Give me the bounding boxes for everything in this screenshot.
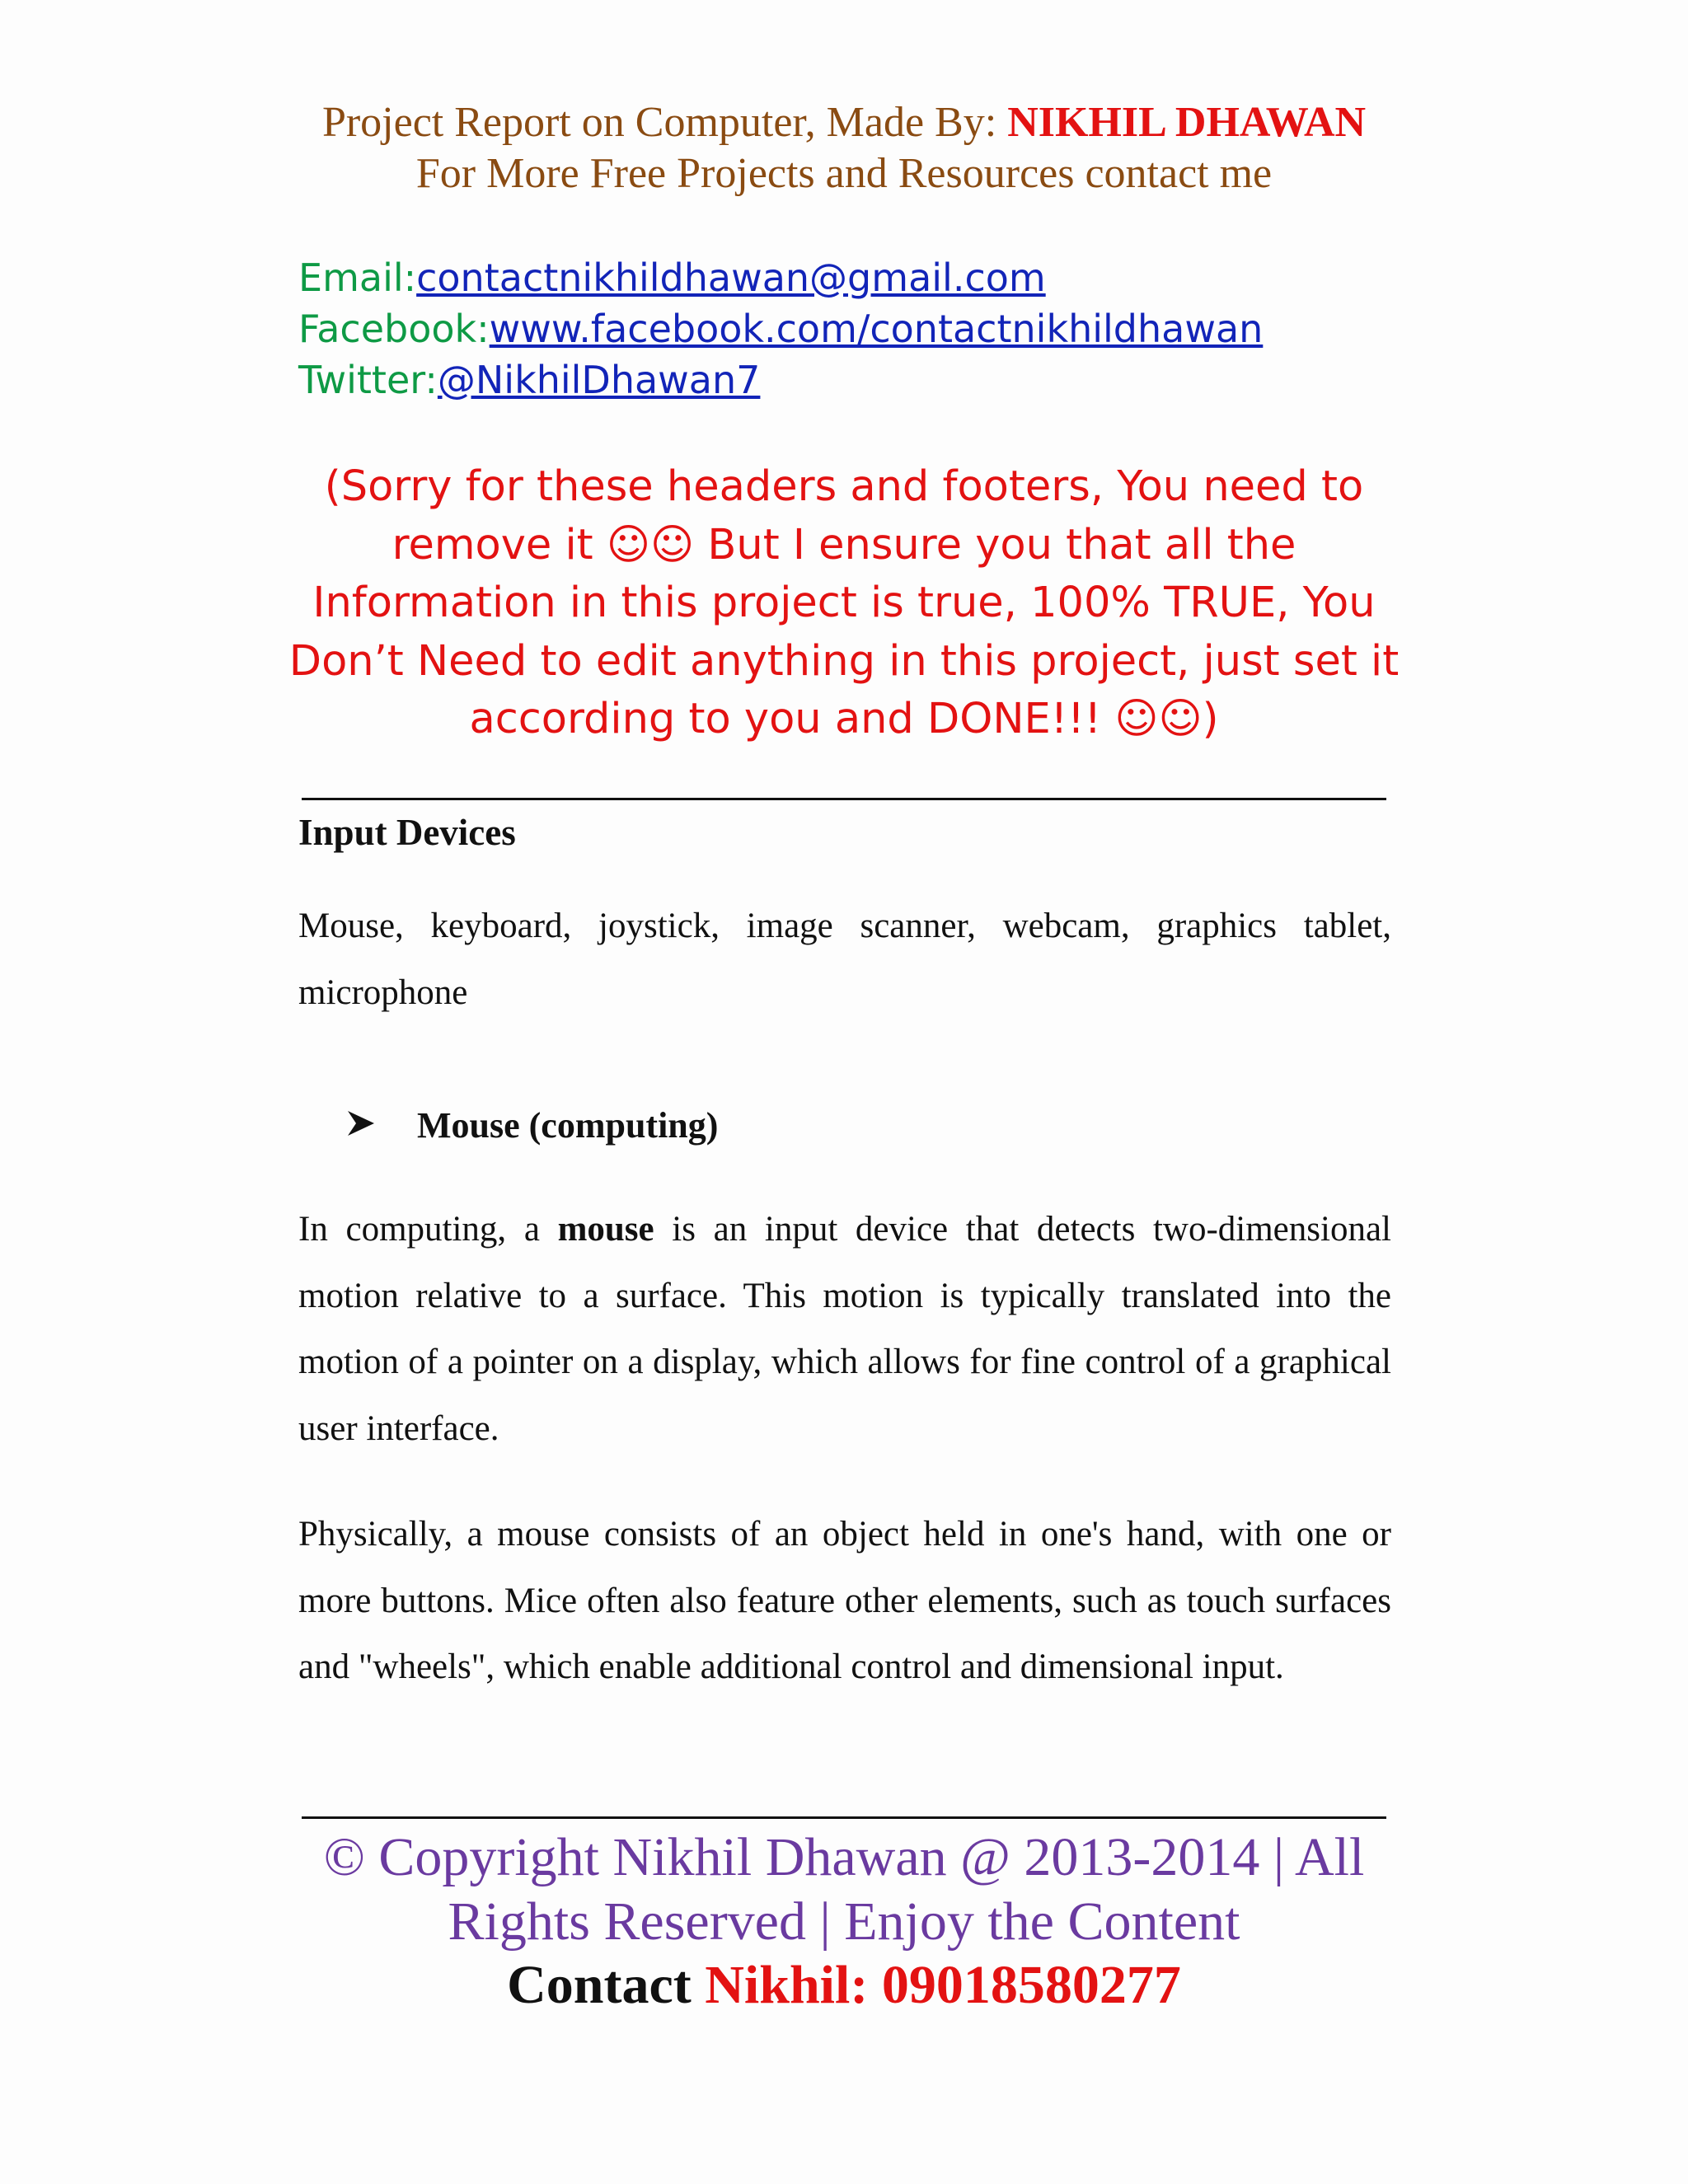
header-title bbox=[0, 97, 1688, 148]
bullet-label: Mouse (computing) bbox=[417, 1105, 719, 1146]
section-heading: Input Devices bbox=[298, 812, 516, 853]
twitter-line bbox=[298, 354, 1263, 405]
footer-divider bbox=[302, 1816, 1386, 1819]
paragraph-mouse-definition bbox=[298, 1197, 1391, 1462]
arrow-bullet-icon bbox=[346, 1101, 379, 1151]
email-line bbox=[298, 252, 1263, 303]
bold-term: mouse bbox=[557, 1210, 654, 1249]
header-divider bbox=[302, 798, 1386, 800]
paragraph-mouse-physical: Physically, a mouse consists of an object held in one's hand, with one or more buttons. Mice often also feature other elements, such as touch surfaces and "wheels", which enable additional control and dimensional input. bbox=[298, 1515, 1391, 1686]
facebook-link[interactable]: www.facebook.com/contactnikhildhawan bbox=[489, 307, 1264, 351]
bullet-item bbox=[346, 1101, 718, 1151]
facebook-line bbox=[298, 303, 1263, 354]
facebook-label: Facebook: bbox=[298, 307, 490, 351]
notice-text: (Sorry for these headers and footers, You need to remove it ☺☺ But I ensure you that all the Information in this project is true, 100% TRUE, You Don’t Need to edit anything in this project, just set it according to you and DONE!!! ☺☺) bbox=[288, 462, 1400, 743]
email-label: Email: bbox=[298, 255, 417, 300]
twitter-label: Twitter: bbox=[298, 358, 438, 402]
twitter-link[interactable]: @NikhilDhawan7 bbox=[437, 358, 761, 402]
footer-copyright: © Copyright Nikhil Dhawan @ 2013-2014 | All Rights Reserved | Enjoy the Content bbox=[323, 1827, 1365, 1952]
email-link[interactable]: contactnikhildhawan@gmail.com bbox=[416, 255, 1046, 300]
footer-contact-value: Nikhil: 09018580277 bbox=[705, 1955, 1181, 2015]
paragraph-text: In computing, a bbox=[298, 1210, 558, 1249]
footer-contact bbox=[0, 1953, 1688, 2018]
footer-contact-label: Contact bbox=[507, 1955, 706, 2015]
contact-block bbox=[298, 252, 1263, 405]
header-subtitle: For More Free Projects and Resources contact me bbox=[415, 150, 1273, 197]
paragraph-text: is an input device that detects two-dimensional motion relative to a surface. This motion is typically translated into the motion of a pointer on a display, which allows for fine control of a graphical user interface. bbox=[298, 1210, 1391, 1448]
section-intro: Mouse, keyboard, joystick, image scanner, webcam, graphics tablet, microphone bbox=[298, 907, 1391, 1012]
author-name: NIKHIL DHAWAN bbox=[1007, 99, 1367, 146]
header-title-prefix: Project Report on Computer, Made By: bbox=[321, 99, 1008, 146]
